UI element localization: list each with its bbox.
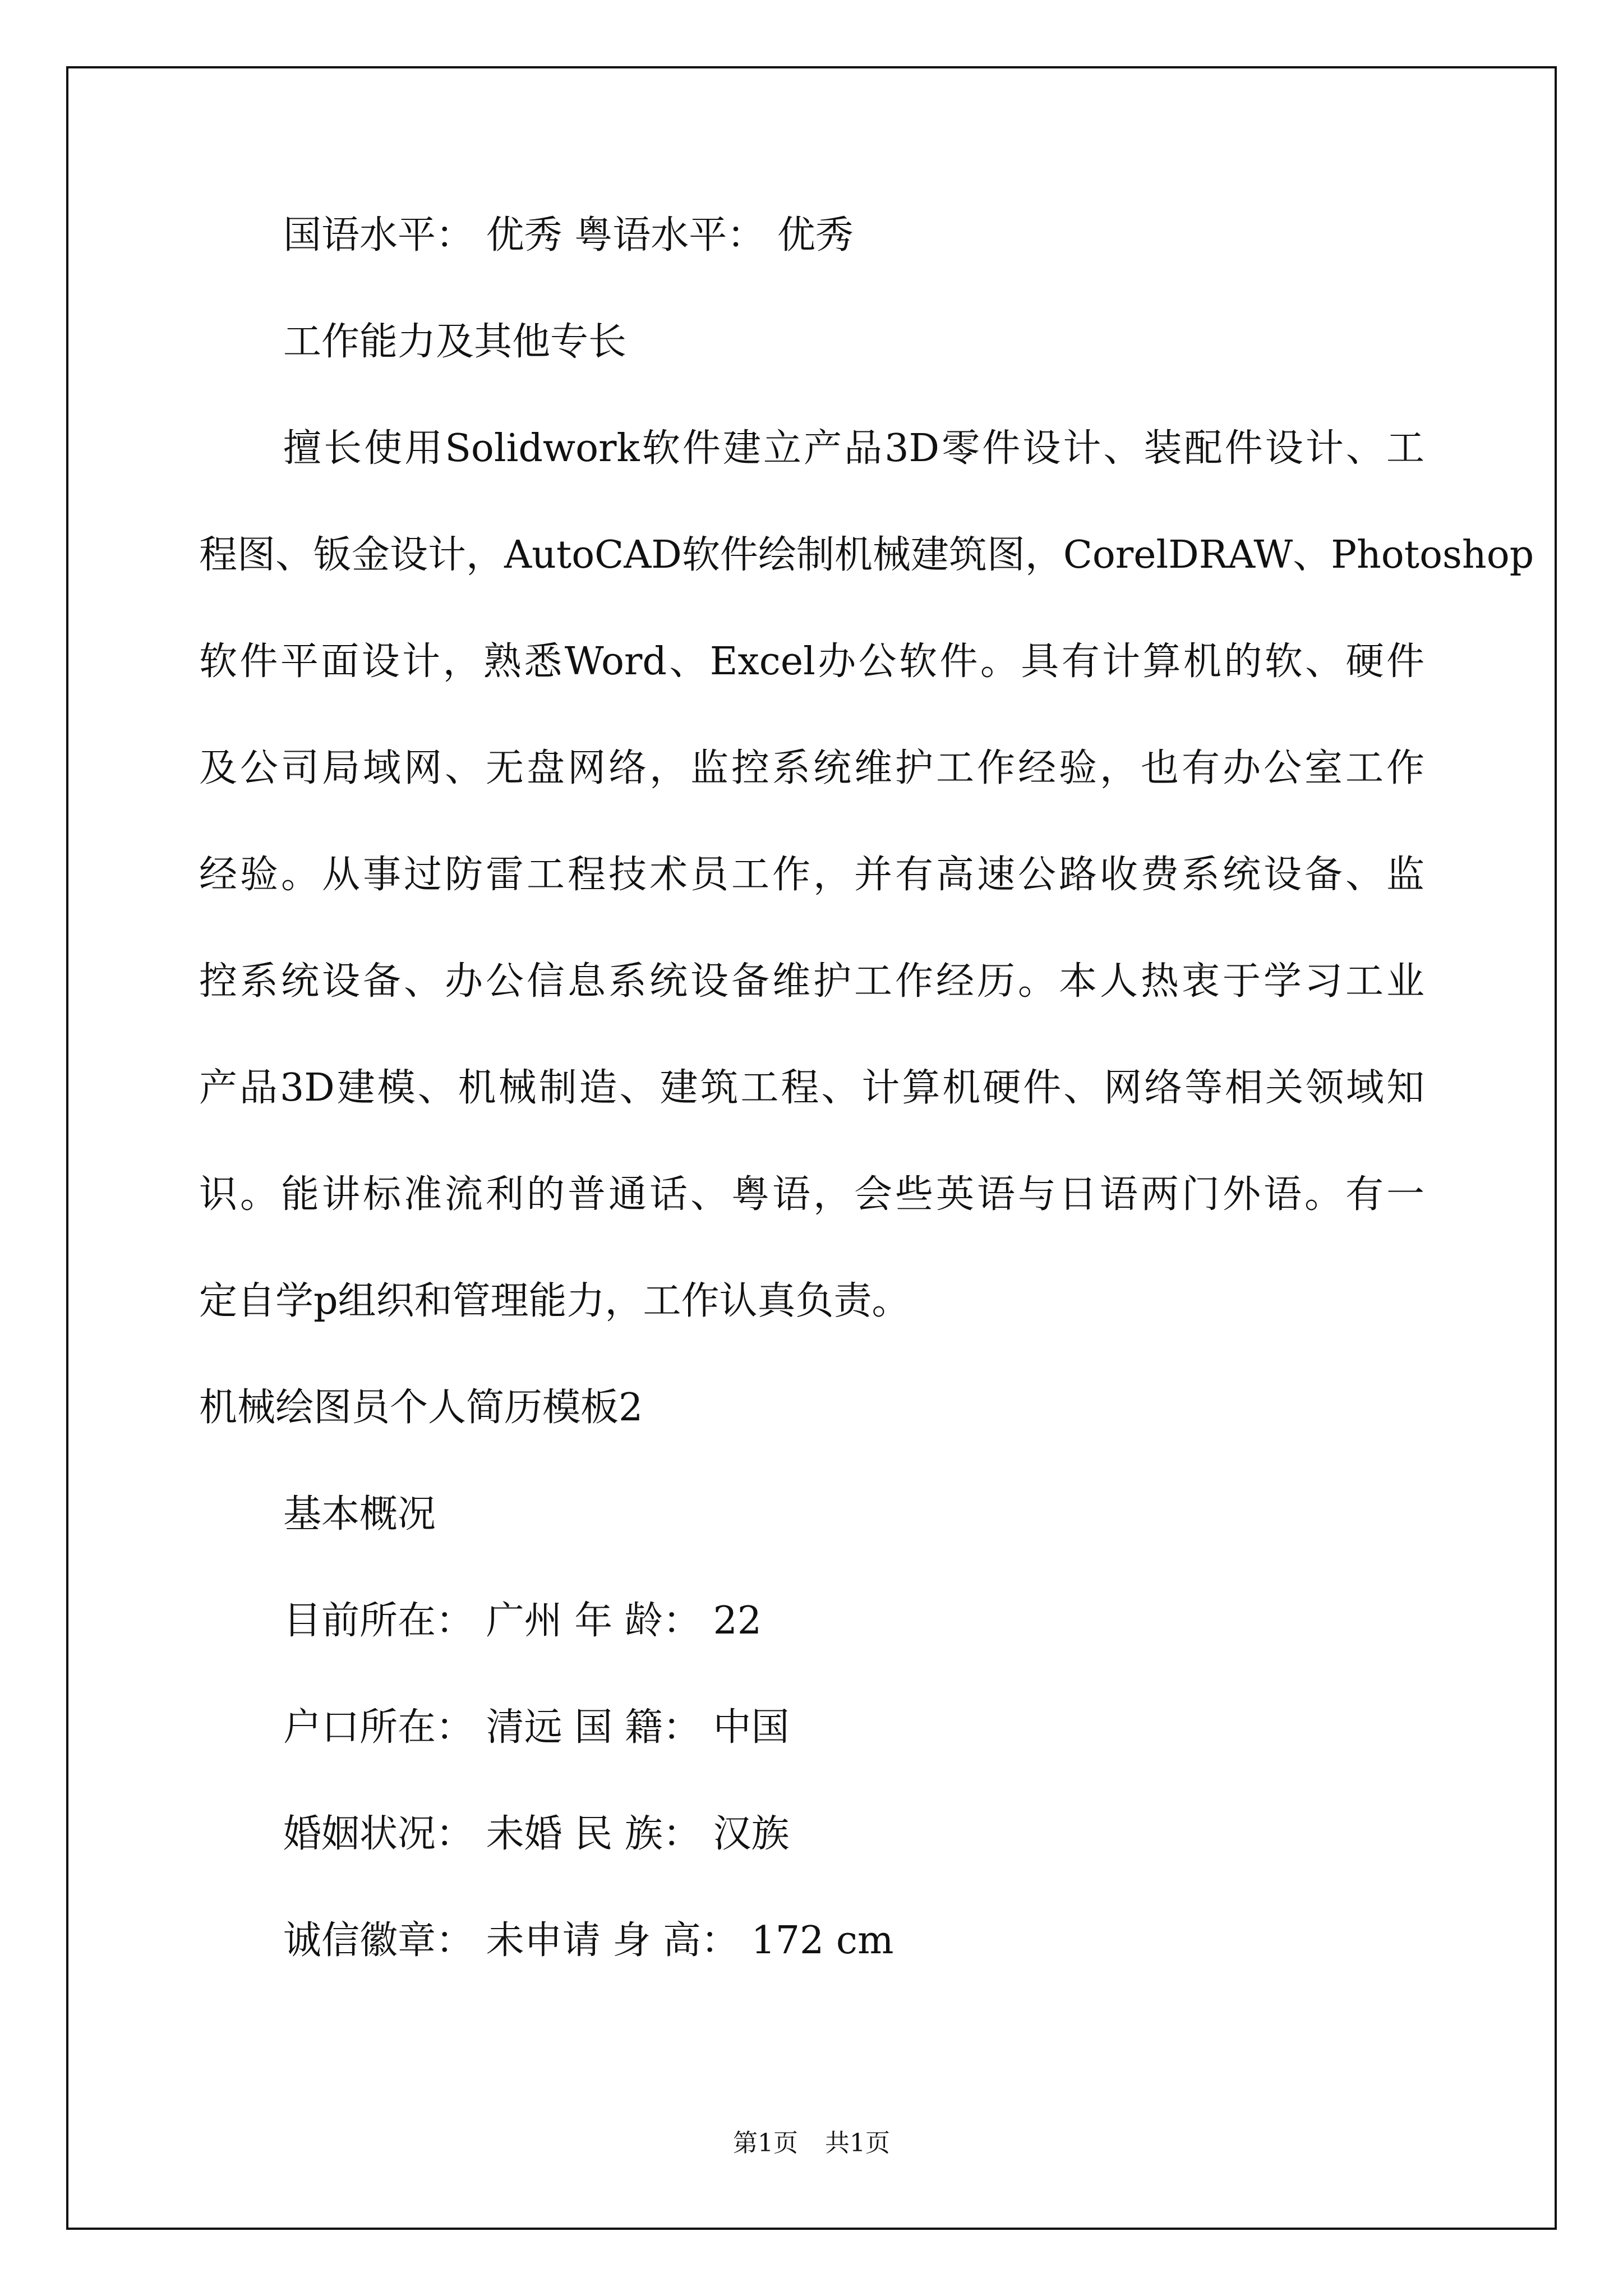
page-total: 共1页: [825, 2129, 890, 2157]
hukou-nationality-line: 户口所在： 清远 国 籍： 中国: [283, 1705, 790, 1750]
badge-height-line: 诚信徽章： 未申请 身 高： 172 cm: [283, 1918, 894, 1963]
skills-paragraph-line-2: 程图、钣金设计，AutoCAD软件绘制机械建筑图，CorelDRAW、Photoshop: [199, 533, 1534, 577]
skills-paragraph-line-6: 控系统设备、办公信息系统设备维护工作经历。本人热衷于学习工业: [199, 959, 1424, 1004]
resume-title: 机械绘图员个人简历模板2: [199, 1386, 643, 1430]
page-number: 第1页: [733, 2129, 798, 2157]
skills-paragraph-line-8: 识。能讲标准流利的普通话、粤语，会些英语与日语两门外语。有一: [199, 1172, 1424, 1217]
page-footer: [0, 2128, 1623, 2159]
marriage-ethnicity-line: 婚姻状况： 未婚 民 族： 汉族: [283, 1812, 790, 1856]
location-age-line: 目前所在： 广州 年 龄： 22: [283, 1599, 762, 1643]
skills-paragraph-line-9: 定自学p组织和管理能力，工作认真负责。: [199, 1279, 910, 1323]
language-level-line: 国语水平： 优秀 粤语水平： 优秀: [283, 213, 854, 257]
skills-paragraph-line-3: 软件平面设计，熟悉Word、Excel办公软件。具有计算机的软、硬件: [199, 639, 1424, 684]
skills-paragraph-line-7: 产品3D建模、机械制造、建筑工程、计算机硬件、网络等相关领域知: [199, 1066, 1424, 1110]
skills-paragraph-line-4: 及公司局域网、无盘网络，监控系统维护工作经验，也有办公室工作: [199, 746, 1424, 790]
page-border: [66, 66, 1557, 2230]
basic-info-heading: 基本概况: [283, 1492, 436, 1536]
skills-paragraph-line-5: 经验。从事过防雷工程技术员工作，并有高速公路收费系统设备、监: [199, 853, 1424, 897]
skills-heading: 工作能力及其他专长: [283, 320, 627, 364]
skills-paragraph-line-1: 擅长使用Solidwork软件建立产品3D零件设计、装配件设计、工: [283, 426, 1424, 471]
